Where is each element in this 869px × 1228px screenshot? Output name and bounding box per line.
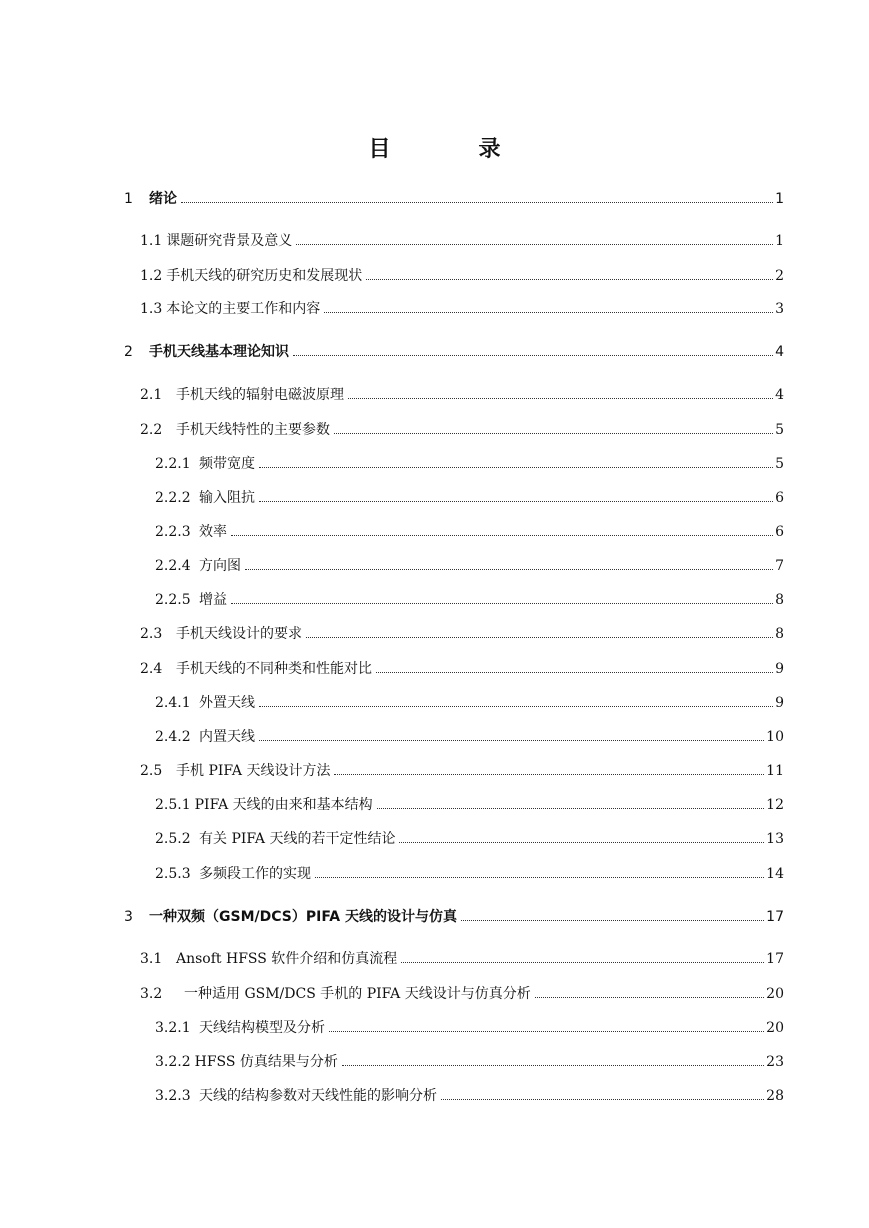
dot-leader bbox=[231, 603, 773, 604]
toc-page-number: 8 bbox=[775, 626, 784, 642]
toc-number: 2.5 bbox=[140, 763, 163, 779]
toc-page-number: 28 bbox=[766, 1088, 784, 1104]
toc-entry-2-2-5[interactable] bbox=[155, 591, 784, 609]
toc-title: 绪论 bbox=[149, 191, 177, 207]
toc-entry-2-5-3[interactable] bbox=[155, 865, 784, 883]
toc-entry-3-2-3[interactable] bbox=[155, 1087, 784, 1105]
toc-title: 课题研究背景及意义 bbox=[166, 233, 293, 249]
toc-number: 2.4.2 bbox=[155, 729, 191, 745]
toc-number: 2.5.1 bbox=[155, 797, 191, 813]
toc-page-number: 9 bbox=[775, 695, 784, 711]
dot-leader bbox=[334, 433, 773, 434]
toc-number: 1.1 bbox=[140, 233, 163, 249]
toc-entry-2-4[interactable] bbox=[140, 660, 784, 678]
title-char-1: 目 bbox=[368, 137, 391, 162]
toc-entry-3-2[interactable] bbox=[140, 985, 784, 1003]
toc-title: 手机天线的辐射电磁波原理 bbox=[176, 387, 344, 403]
toc-entry-3[interactable] bbox=[124, 908, 784, 926]
toc-entry-2-2-4[interactable] bbox=[155, 557, 784, 575]
dot-leader bbox=[329, 1031, 764, 1032]
toc-page-number: 8 bbox=[775, 592, 784, 608]
toc-page-number: 6 bbox=[775, 524, 784, 540]
toc-number: 3.2.3 bbox=[155, 1088, 191, 1104]
toc-page-number: 5 bbox=[775, 456, 784, 472]
dot-leader bbox=[259, 706, 773, 707]
toc-title: 天线的结构参数对天线性能的影响分析 bbox=[199, 1088, 437, 1104]
dot-leader bbox=[259, 501, 773, 502]
toc-number: 3 bbox=[124, 909, 133, 925]
dot-leader bbox=[293, 355, 773, 356]
toc-entry-1-3[interactable] bbox=[140, 300, 784, 318]
toc-entry-2-5-2[interactable] bbox=[155, 830, 784, 848]
toc-title: 本论文的主要工作和内容 bbox=[166, 301, 321, 317]
toc-title: 天线结构模型及分析 bbox=[199, 1020, 325, 1036]
toc-page-number: 17 bbox=[766, 909, 784, 925]
dot-leader bbox=[306, 637, 773, 638]
dot-leader bbox=[342, 1065, 764, 1066]
dot-leader bbox=[259, 467, 773, 468]
toc-entry-1-1[interactable] bbox=[140, 232, 784, 250]
toc-page-number: 17 bbox=[766, 951, 784, 967]
title-char-2: 录 bbox=[478, 137, 501, 162]
toc-title: 有关 PIFA 天线的若干定性结论 bbox=[199, 831, 396, 847]
dot-leader bbox=[324, 312, 773, 313]
dot-leader bbox=[348, 398, 773, 399]
dot-leader bbox=[376, 672, 773, 673]
dot-leader bbox=[334, 774, 764, 775]
toc-entry-2-2-2[interactable] bbox=[155, 489, 784, 507]
toc-number: 2.2.5 bbox=[155, 592, 191, 608]
toc-page-number: 11 bbox=[766, 763, 784, 779]
toc-number: 2.2.4 bbox=[155, 558, 191, 574]
toc-page-number: 20 bbox=[766, 986, 784, 1002]
toc-entry-3-2-2[interactable] bbox=[155, 1053, 784, 1071]
toc-title: 手机天线的研究历史和发展现状 bbox=[166, 268, 363, 284]
toc-title: 输入阻抗 bbox=[199, 490, 255, 506]
toc-entry-3-1[interactable] bbox=[140, 950, 784, 968]
toc-entry-2-2-3[interactable] bbox=[155, 523, 784, 541]
toc-page-number: 23 bbox=[766, 1054, 784, 1070]
dot-leader bbox=[315, 877, 764, 878]
toc-page-number: 1 bbox=[775, 191, 784, 207]
toc-number: 2.2.3 bbox=[155, 524, 191, 540]
toc-title: 频带宽度 bbox=[199, 456, 255, 472]
toc-title: 手机天线基本理论知识 bbox=[149, 344, 289, 360]
toc-page-number: 12 bbox=[766, 797, 784, 813]
dot-leader bbox=[377, 808, 765, 809]
toc-number: 2.2.2 bbox=[155, 490, 191, 506]
toc-page-number: 13 bbox=[766, 831, 784, 847]
toc-entry-2-2[interactable] bbox=[140, 421, 784, 439]
toc-entry-2-2-1[interactable] bbox=[155, 455, 784, 473]
toc-title: HFSS 仿真结果与分析 bbox=[194, 1054, 338, 1070]
toc-number: 1.2 bbox=[140, 268, 163, 284]
toc-page-number: 4 bbox=[775, 344, 784, 360]
dot-leader bbox=[259, 740, 764, 741]
toc-number: 2.5.3 bbox=[155, 866, 191, 882]
toc-title: 手机 PIFA 天线设计方法 bbox=[176, 763, 331, 779]
toc-title: 手机天线特性的主要参数 bbox=[176, 422, 330, 438]
dot-leader bbox=[441, 1099, 764, 1100]
dot-leader bbox=[461, 920, 764, 921]
toc-page-number: 20 bbox=[766, 1020, 784, 1036]
toc-title: 多频段工作的实现 bbox=[199, 866, 311, 882]
toc-number: 2 bbox=[124, 344, 133, 360]
toc-page-number: 3 bbox=[775, 301, 784, 317]
toc-entry-2[interactable] bbox=[124, 343, 784, 361]
toc-page-number: 6 bbox=[775, 490, 784, 506]
toc-number: 2.2 bbox=[140, 422, 163, 438]
toc-entry-2-3[interactable] bbox=[140, 625, 784, 643]
dot-leader bbox=[296, 244, 773, 245]
dot-leader bbox=[181, 202, 773, 203]
toc-entry-2-4-2[interactable] bbox=[155, 728, 784, 746]
toc-number: 3.1 bbox=[140, 951, 163, 967]
toc-page-number: 14 bbox=[766, 866, 784, 882]
toc-title: 效率 bbox=[199, 524, 227, 540]
toc-title: 外置天线 bbox=[199, 695, 255, 711]
toc-title: PIFA 天线的由来和基本结构 bbox=[194, 797, 373, 813]
toc-page-number: 4 bbox=[775, 387, 784, 403]
dot-leader bbox=[399, 842, 764, 843]
toc-entry-2-5-1[interactable] bbox=[155, 796, 784, 814]
toc-entry-2-5[interactable] bbox=[140, 762, 784, 780]
toc-entry-3-2-1[interactable] bbox=[155, 1019, 784, 1037]
toc-number: 2.3 bbox=[140, 626, 163, 642]
toc-title: 内置天线 bbox=[199, 729, 255, 745]
toc-page-number: 1 bbox=[775, 233, 784, 249]
dot-leader bbox=[366, 279, 773, 280]
dot-leader bbox=[231, 535, 773, 536]
toc-title: 一种双频（GSM/DCS）PIFA 天线的设计与仿真 bbox=[149, 909, 457, 925]
toc-title: 方向图 bbox=[199, 558, 241, 574]
toc-title: 手机天线设计的要求 bbox=[176, 626, 302, 642]
toc-number: 2.2.1 bbox=[155, 456, 191, 472]
page-title bbox=[0, 132, 869, 163]
toc-number: 1.3 bbox=[140, 301, 163, 317]
toc-title: 手机天线的不同种类和性能对比 bbox=[176, 661, 372, 677]
toc-page-number: 2 bbox=[775, 268, 784, 284]
dot-leader bbox=[535, 997, 764, 998]
toc-page-number: 10 bbox=[766, 729, 784, 745]
toc-title: 增益 bbox=[199, 592, 227, 608]
toc-title: 一种适用 GSM/DCS 手机的 PIFA 天线设计与仿真分析 bbox=[184, 986, 531, 1002]
dot-leader bbox=[401, 962, 764, 963]
toc-entry-1[interactable] bbox=[124, 190, 784, 208]
toc-number: 2.4 bbox=[140, 661, 163, 677]
toc-page-number: 7 bbox=[775, 558, 784, 574]
toc-entry-2-4-1[interactable] bbox=[155, 694, 784, 712]
toc-page-number: 9 bbox=[775, 661, 784, 677]
toc-entry-1-2[interactable] bbox=[140, 267, 784, 285]
toc-page-number: 5 bbox=[775, 422, 784, 438]
dot-leader bbox=[245, 569, 773, 570]
toc-number: 1 bbox=[124, 191, 133, 207]
toc-number: 2.4.1 bbox=[155, 695, 191, 711]
toc-number: 2.1 bbox=[140, 387, 163, 403]
toc-number: 3.2.2 bbox=[155, 1054, 191, 1070]
toc-number: 2.5.2 bbox=[155, 831, 191, 847]
toc-number: 3.2.1 bbox=[155, 1020, 191, 1036]
toc-number: 3.2 bbox=[140, 986, 163, 1002]
toc-title: Ansoft HFSS 软件介绍和仿真流程 bbox=[176, 951, 398, 967]
toc-entry-2-1[interactable] bbox=[140, 386, 784, 404]
